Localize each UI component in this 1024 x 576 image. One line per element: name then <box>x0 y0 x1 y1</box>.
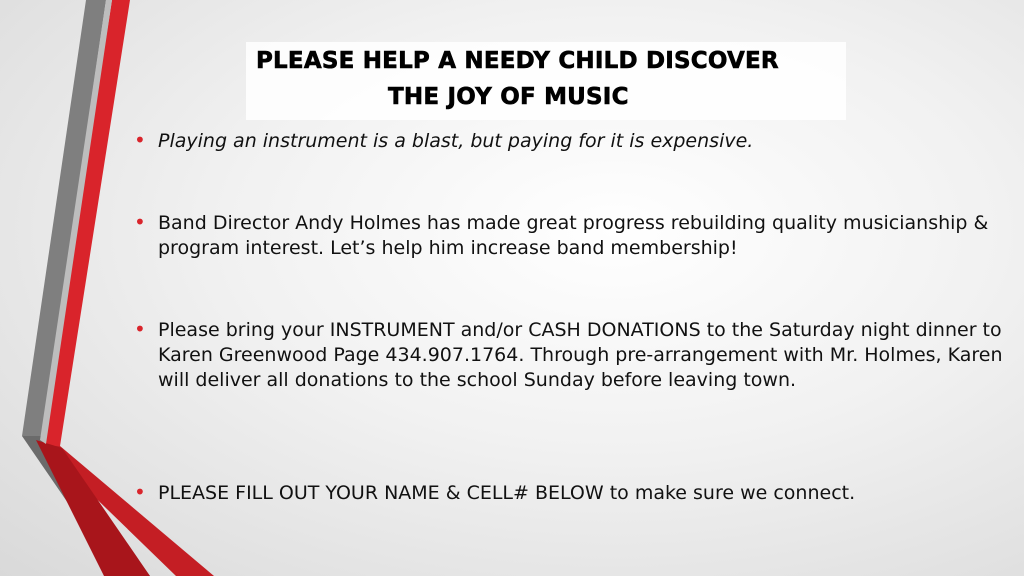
bullet-text: Please bring your INSTRUMENT and/or CASH DONATIONS to the Saturday night dinner to Karen Greenwood Page 434.907.1764. Through pre-arrangement with Mr. Holmes, Karen will deliver all donations to the school Sunday before leaving town. <box>158 319 1003 391</box>
bullet-text: Band Director Andy Holmes has made great progress rebuilding quality musicianship & program interest. Let’s help him increase band membership! <box>158 212 989 259</box>
bullet-item-3 <box>134 318 1004 393</box>
bullet-text: PLEASE FILL OUT YOUR NAME & CELL# BELOW to make sure we connect. <box>158 482 856 504</box>
title-line-2: THE JOY OF MUSIC <box>388 84 629 110</box>
bullet-dot: • <box>134 480 146 504</box>
bullet-item-4 <box>134 481 1004 506</box>
bullet-item-1 <box>134 129 1004 154</box>
bullet-item-2 <box>134 211 1004 261</box>
bullet-dot: • <box>134 210 146 234</box>
bullet-text: Playing an instrument is a blast, but paying for it is expensive. <box>158 130 754 152</box>
bullet-dot: • <box>134 128 146 152</box>
title-line-1: PLEASE HELP A NEEDY CHILD DISCOVER <box>256 48 779 74</box>
light-gray-sliver <box>40 0 112 444</box>
bullet-dot: • <box>134 317 146 341</box>
